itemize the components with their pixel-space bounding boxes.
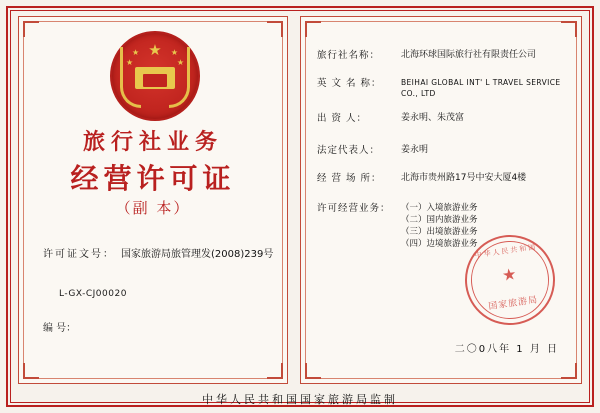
field-label: 旅行社名称：	[317, 50, 381, 61]
field-value: 北海市贵州路17号中安大厦4楼	[401, 173, 527, 183]
scope-item: （一）入境旅游业务	[401, 203, 478, 213]
corner-ornament	[305, 363, 321, 379]
field-value: 姜永明、朱茂富	[401, 113, 465, 123]
field-value: 姜永明	[401, 145, 429, 155]
corner-ornament	[561, 363, 577, 379]
permit-number-value: 国家旅游局旅管理发(2008)239号	[121, 249, 274, 260]
document-footer: 中华人民共和国国家旅游局监制	[202, 393, 398, 406]
corner-ornament	[561, 21, 577, 37]
title-line-3: （副 本）	[115, 199, 191, 217]
title-line-1: 旅行社业务	[82, 130, 223, 155]
national-emblem-icon: ★ ★ ★ ★ ★	[110, 31, 196, 117]
corner-ornament	[267, 21, 283, 37]
seal-star-icon: ★	[500, 264, 518, 285]
field-label: 英 文 名 称：	[317, 78, 382, 89]
field-value: BEIHAI GLOBAL INT' L TRAVEL SERVICE CO., LTD	[401, 78, 561, 98]
permit-number-label: 许可证文号：	[43, 249, 115, 260]
field-value: 北海环球国际旅行社有限责任公司	[401, 50, 537, 60]
left-panel	[18, 16, 288, 384]
field-label: 许可经营业务：	[317, 203, 391, 214]
seal-arc-text: 中华人民共和国	[474, 242, 538, 260]
field-label: 法定代表人：	[317, 145, 381, 156]
corner-ornament	[23, 363, 39, 379]
field-label: 出 资 人：	[317, 113, 368, 124]
permit-code: L-GX-CJ00020	[59, 289, 127, 299]
scope-item: （四）边境旅游业务	[401, 239, 478, 249]
corner-ornament	[305, 21, 321, 37]
field-label: 经 营 场 所：	[317, 173, 382, 184]
title-line-2: 经营许可证	[70, 162, 236, 195]
issue-date: 二〇0八年 1 月 日	[454, 344, 559, 355]
serial-number-label: 编 号：	[43, 323, 77, 334]
right-panel	[300, 16, 582, 384]
corner-ornament	[23, 21, 39, 37]
permit-number-row	[43, 245, 273, 260]
seal-bottom-text: 国家旅游局	[487, 295, 539, 313]
right-panel-inner	[305, 21, 577, 379]
scope-item: （三）出境旅游业务	[401, 227, 478, 237]
scope-item: （二）国内旅游业务	[401, 215, 478, 225]
corner-ornament	[267, 363, 283, 379]
